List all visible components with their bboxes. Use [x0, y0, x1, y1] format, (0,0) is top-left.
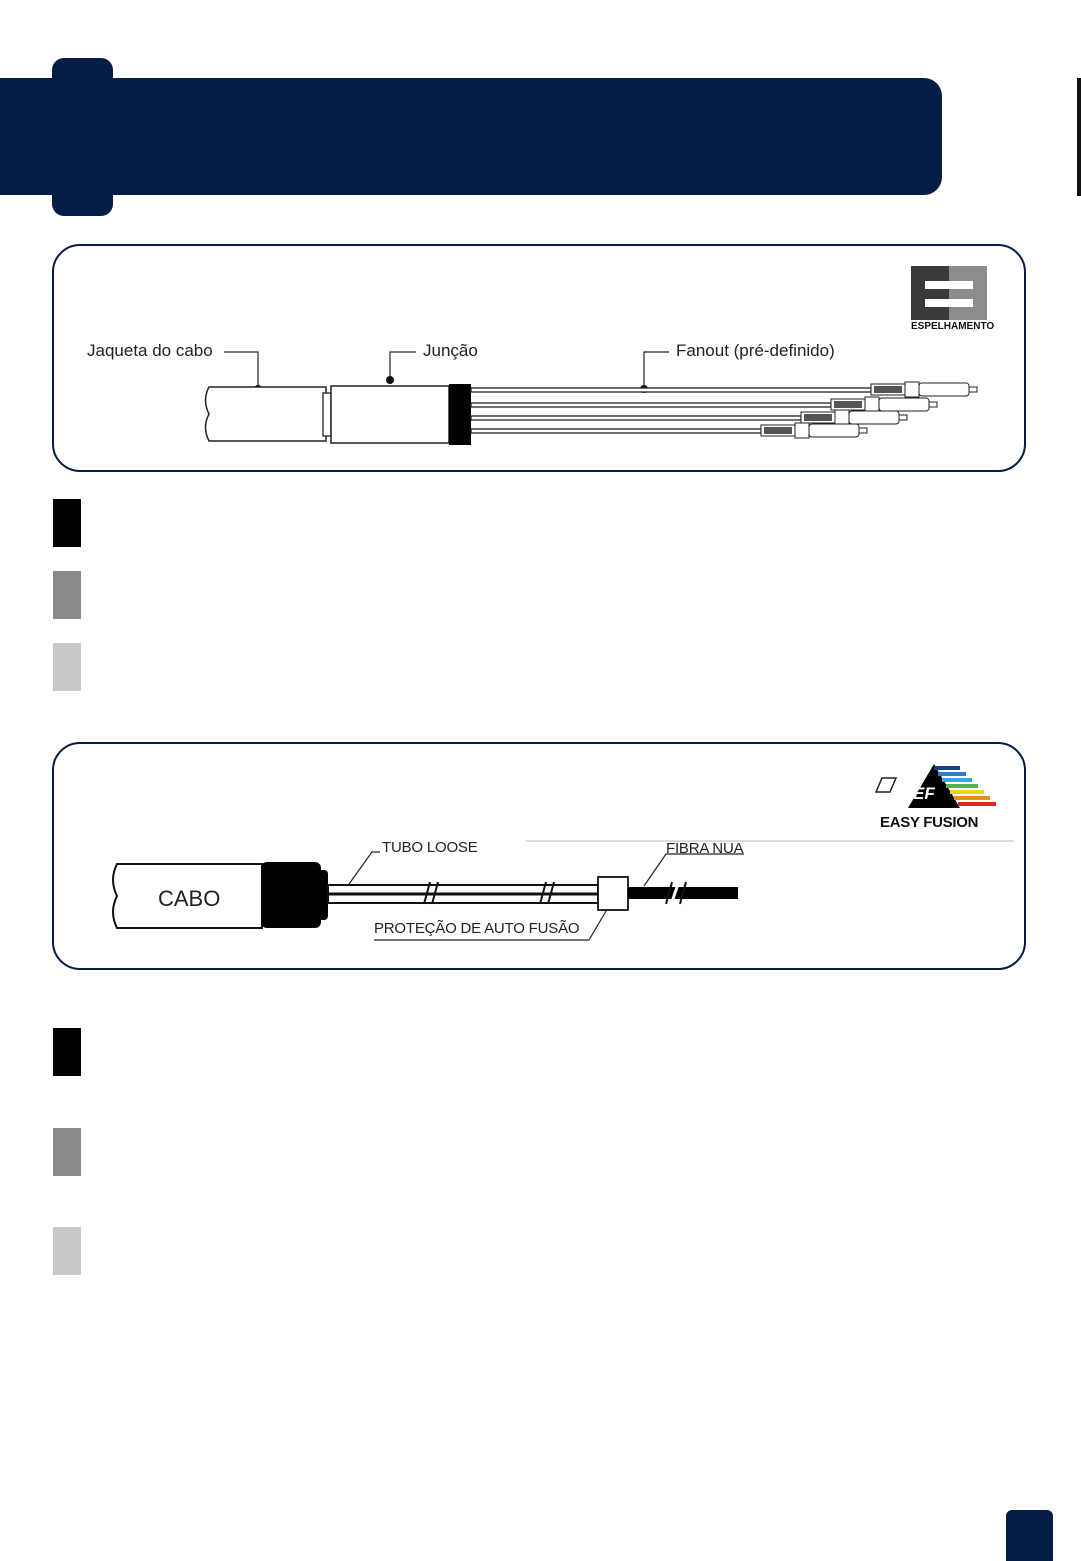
legend-square-gray	[53, 1128, 81, 1176]
easy-fusion-mark: EF	[913, 784, 935, 803]
header-tab	[52, 58, 113, 216]
jacket-label: Jaqueta do cabo	[87, 341, 213, 360]
easy-fusion-logo-text: EASY FUSION	[880, 814, 979, 831]
junction-label: Junção	[423, 341, 478, 360]
fanout-diagram-panel	[52, 244, 1026, 472]
fusion-protection-label: PROTEÇÃO DE AUTO FUSÃO	[374, 920, 580, 937]
espelhamento-logo-text: ESPELHAMENTO	[911, 321, 995, 332]
easy-fusion-logo-icon	[876, 764, 996, 808]
loose-tube-diagram	[54, 744, 1028, 972]
edge-mark	[1077, 78, 1081, 196]
legend-square-black	[53, 1028, 81, 1076]
legend-square-light	[53, 643, 81, 691]
legend-square-gray	[53, 571, 81, 619]
loose-tube-diagram-panel	[52, 742, 1026, 970]
fanout-label: Fanout (pré-definido)	[676, 341, 835, 360]
page-number-box	[1006, 1510, 1053, 1561]
cable-label: CABO	[158, 886, 221, 911]
loose-tube-label: TUBO LOOSE	[382, 839, 478, 856]
header-bar	[0, 78, 942, 195]
legend-square-light	[53, 1227, 81, 1275]
legend-square-black	[53, 499, 81, 547]
bare-fiber-label: FIBRA NUA	[666, 840, 744, 857]
